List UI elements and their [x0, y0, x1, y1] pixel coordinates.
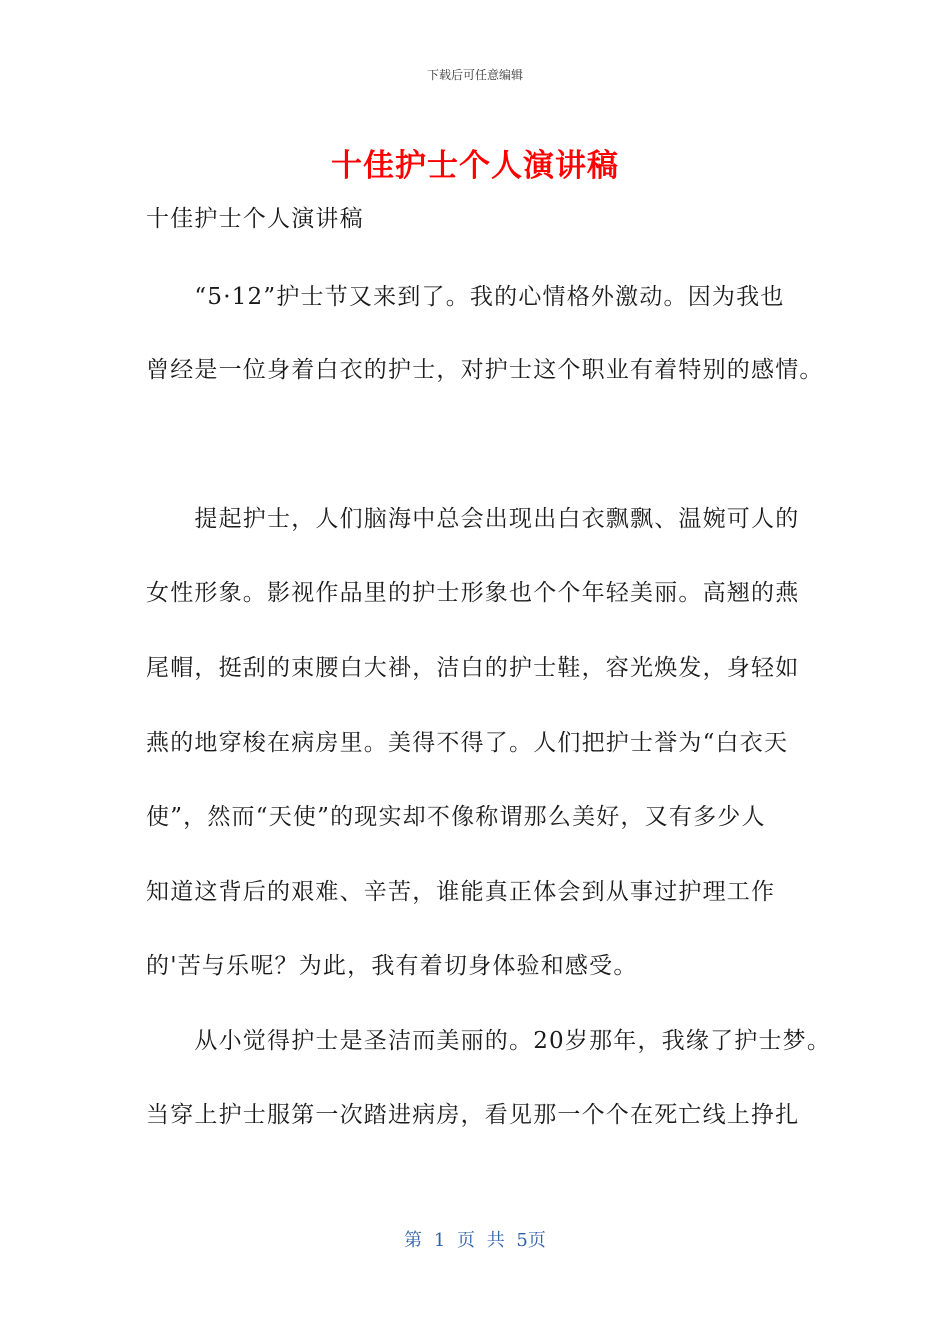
page-number: 第 1 页 共 5页 — [404, 1230, 546, 1251]
paragraph-line: 尾帽，挺刮的束腰白大褂，洁白的护士鞋，容光焕发，身轻如 — [146, 655, 800, 681]
paragraph-line: 女性形象。影视作品里的护士形象也个个年轻美丽。高翘的燕 — [146, 580, 800, 606]
paragraph-line: 提起护士，人们脑海中总会出现出白衣飘飘、温婉可人的 — [146, 506, 800, 532]
paragraph-line: “5·12”护士节又来到了。我的心情格外激动。因为我也 — [146, 284, 785, 310]
subtitle-line: 十佳护士个人演讲稿 — [146, 206, 364, 232]
header-note: 下载后可任意编辑 — [426, 68, 523, 82]
paragraph-line: 曾经是一位身着白衣的护士，对护士这个职业有着特别的感情。 — [146, 357, 824, 383]
paragraph-line: 当穿上护士服第一次踏进病房，看见那一个个在死亡线上挣扎 — [146, 1102, 800, 1128]
paragraph-line: 使”，然而“天使”的现实却不像称谓那么美好，又有多少人 — [146, 804, 766, 830]
paragraph-line: 的'苦与乐呢？为此，我有着切身体验和感受。 — [146, 953, 638, 979]
paragraph-line: 知道这背后的艰难、辛苦，谁能真正体会到从事过护理工作 — [146, 879, 776, 905]
paragraph-line: 从小觉得护士是圣洁而美丽的。20岁那年，我缘了护士梦。 — [146, 1028, 832, 1054]
paragraph-line: 燕的地穿梭在病房里。美得不得了。人们把护士誉为“白衣天 — [146, 730, 789, 756]
document-title: 十佳护士个人演讲稿 — [331, 148, 619, 184]
